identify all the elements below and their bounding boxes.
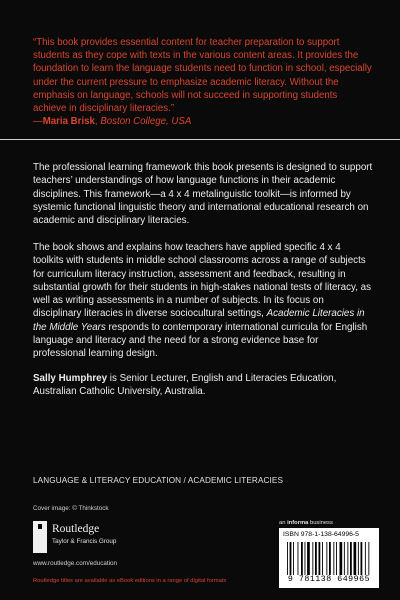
description-paragraph-2 (33, 241, 373, 361)
description-paragraph-1: The professional learning framework this book presents is designed to support teachers’ understandings of how language functions in their academic disciplines. This framework—a 4 x 4 metalinguistic toolkit—is informed by systemic functional linguistic theory and international educational research on academic and disciplinary literacies. (33, 162, 373, 227)
quote-author: Maria Brisk (42, 116, 95, 128)
isbn-barcode (279, 528, 379, 588)
informa-prefix: an (279, 520, 286, 526)
publisher-subtitle: Taylor & Francis Group (52, 538, 117, 545)
divider-rule (0, 139, 400, 140)
paragraph-2-start: The book shows and explains how teachers have applied specific 4 x 4 toolkits with students in middle school classrooms across a range of subjects for curriculum literacy instruction, assessment and feedback, resulting in substantial growth for their students in high-stakes national tests of literacy, as well as writing assessments in a number of subjects. In its focus on disciplinary literacies in diverse sociocultural settings, (33, 242, 371, 320)
informa-suffix: business (309, 520, 333, 526)
informa-name: informa (287, 520, 309, 526)
author-name: Sally Humphrey (33, 373, 108, 384)
publisher-name: Routledge (52, 523, 100, 535)
endorsement-quote (33, 36, 373, 128)
quote-attribution: —Maria Brisk, Boston College, USA (33, 116, 192, 128)
paragraph-2-end: responds to contemporary international curricula for English language and literacy and the need for a strong evidence base for professional learning design. (33, 321, 368, 360)
publisher-url: www.routledge.com/education (33, 560, 118, 567)
book-title-inline: Academic Literacies in the Middle Years (33, 308, 365, 333)
cover-image-credit: Cover image: © Thinkstock (33, 505, 109, 512)
barcode-bars (287, 542, 375, 575)
author-bio (33, 372, 373, 399)
publisher-logo (33, 521, 183, 553)
author-bio-text: is Senior Lecturer, English and Literacies Education, Australian Catholic University, Australia. (33, 373, 337, 398)
informa-business-label (279, 520, 333, 526)
quote-text: “This book provides essential content for teacher preparation to support students as they cope with texts in the various content areas. It provides the foundation to learn the language students need to function in school, especially under the current pressure to emphasize academic literacy. Without the emphasis on language, schools will not succeed in supporting students achieve in disciplinary literacies.” (33, 37, 372, 115)
isbn-text: ISBN 978-1-138-64996-5 (283, 531, 359, 538)
series-label: LANGUAGE & LITERACY EDUCATION / ACADEMIC LITERACIES (33, 476, 284, 485)
barcode-number: 9 781138 649965 (287, 575, 371, 584)
ebook-note: Routledge titles are available as eBook editions in a range of digital formats (33, 578, 227, 584)
quote-affiliation: Boston College, USA (100, 116, 192, 128)
routledge-mark-icon (33, 521, 47, 553)
quote-dash: — (33, 116, 43, 128)
